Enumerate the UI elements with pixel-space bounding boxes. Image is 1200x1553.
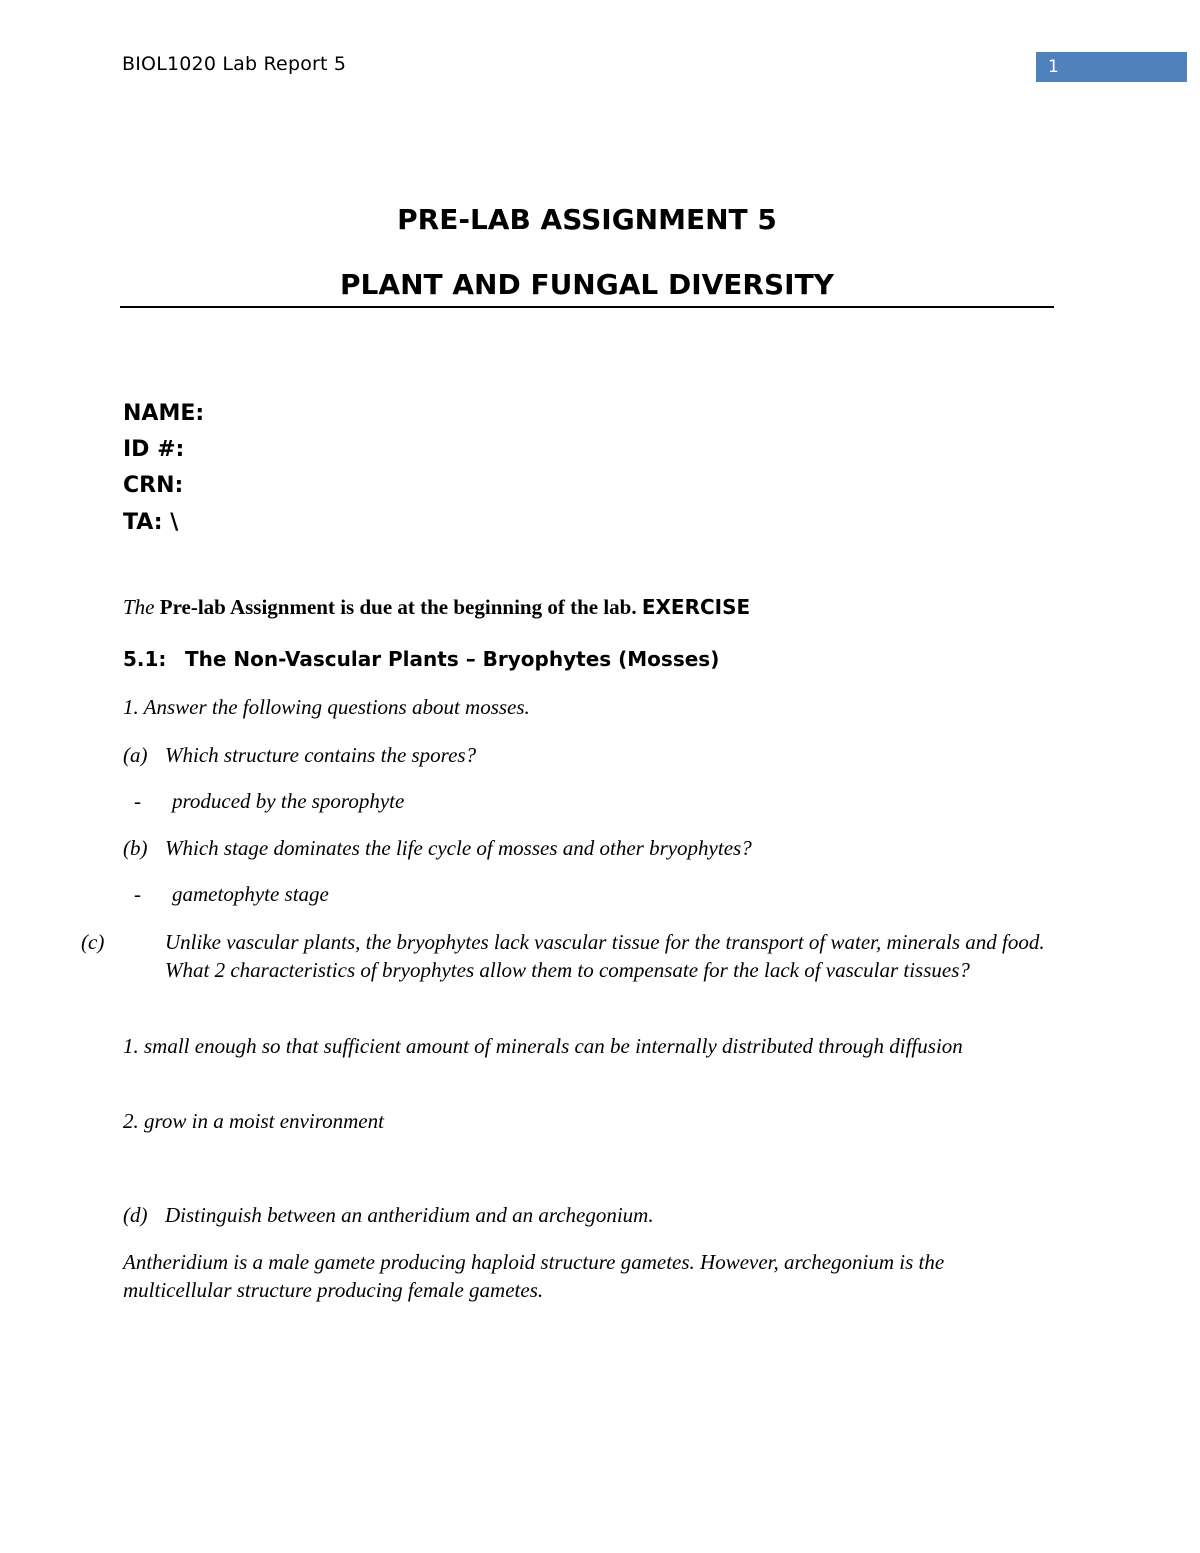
question-a: [123, 741, 476, 769]
page-number: 1: [1048, 57, 1059, 77]
question-a-text: Which structure contains the spores?: [165, 743, 477, 767]
id-field-label: ID #:: [123, 437, 185, 462]
answer-a: [130, 787, 404, 815]
answer-a-text: produced by the sporophyte: [172, 789, 405, 813]
document-subtitle: PLANT AND FUNGAL DIVERSITY: [340, 268, 834, 301]
due-notice-the: The: [123, 595, 155, 619]
answer-c-2: 2. grow in a moist environment: [123, 1109, 384, 1133]
question-d: [123, 1201, 654, 1229]
exercise-label: EXERCISE: [641, 595, 751, 619]
question-b-text: Which stage dominates the life cycle of mosses and other bryophytes?: [165, 836, 752, 860]
section-number: 5.1:: [123, 647, 167, 671]
due-notice-text: Pre-lab Assignment is due at the beginning of the lab.: [159, 595, 637, 619]
question-a-label: (a): [123, 743, 148, 767]
question-c-text: Unlike vascular plants, the bryophytes lack vascular tissue for the transport of water, minerals and food. What 2 characteristics of bryophytes allow them to compensate for the lack of vascular tissues?: [165, 930, 1045, 982]
answer-d: Antheridium is a male gamete producing haploid structure gametes. However, archegonium is the multicellular structure producing female gametes.: [123, 1250, 945, 1302]
name-field-label: NAME:: [123, 401, 205, 426]
question-d-label: (d): [123, 1203, 148, 1227]
answer-c-1: 1. small enough so that sufficient amount of minerals can be internally distributed through diffusion: [123, 1034, 963, 1058]
question-c: [81, 928, 1065, 984]
title-divider: [120, 306, 1054, 308]
due-notice: [123, 595, 750, 620]
ta-field-label: TA: \: [123, 510, 179, 535]
question-c-label: (c): [81, 930, 105, 954]
answer-b-text: gametophyte stage: [172, 882, 329, 906]
page-number-badge: [1036, 52, 1187, 82]
header-title: BIOL1020 Lab Report 5: [122, 53, 347, 75]
answer-b: [130, 880, 329, 908]
question-b: [123, 834, 752, 862]
question-b-label: (b): [123, 836, 148, 860]
section-heading: [123, 647, 719, 671]
question-1: 1. Answer the following questions about mosses.: [123, 695, 530, 719]
question-d-text: Distinguish between an antheridium and an archegonium.: [165, 1203, 654, 1227]
crn-field-label: CRN:: [123, 473, 184, 498]
answer-a-dash: -: [134, 789, 141, 813]
section-title: The Non-Vascular Plants – Bryophytes (Mosses): [185, 647, 720, 671]
document-title: PRE-LAB ASSIGNMENT 5: [397, 203, 777, 236]
answer-b-dash: -: [134, 882, 141, 906]
